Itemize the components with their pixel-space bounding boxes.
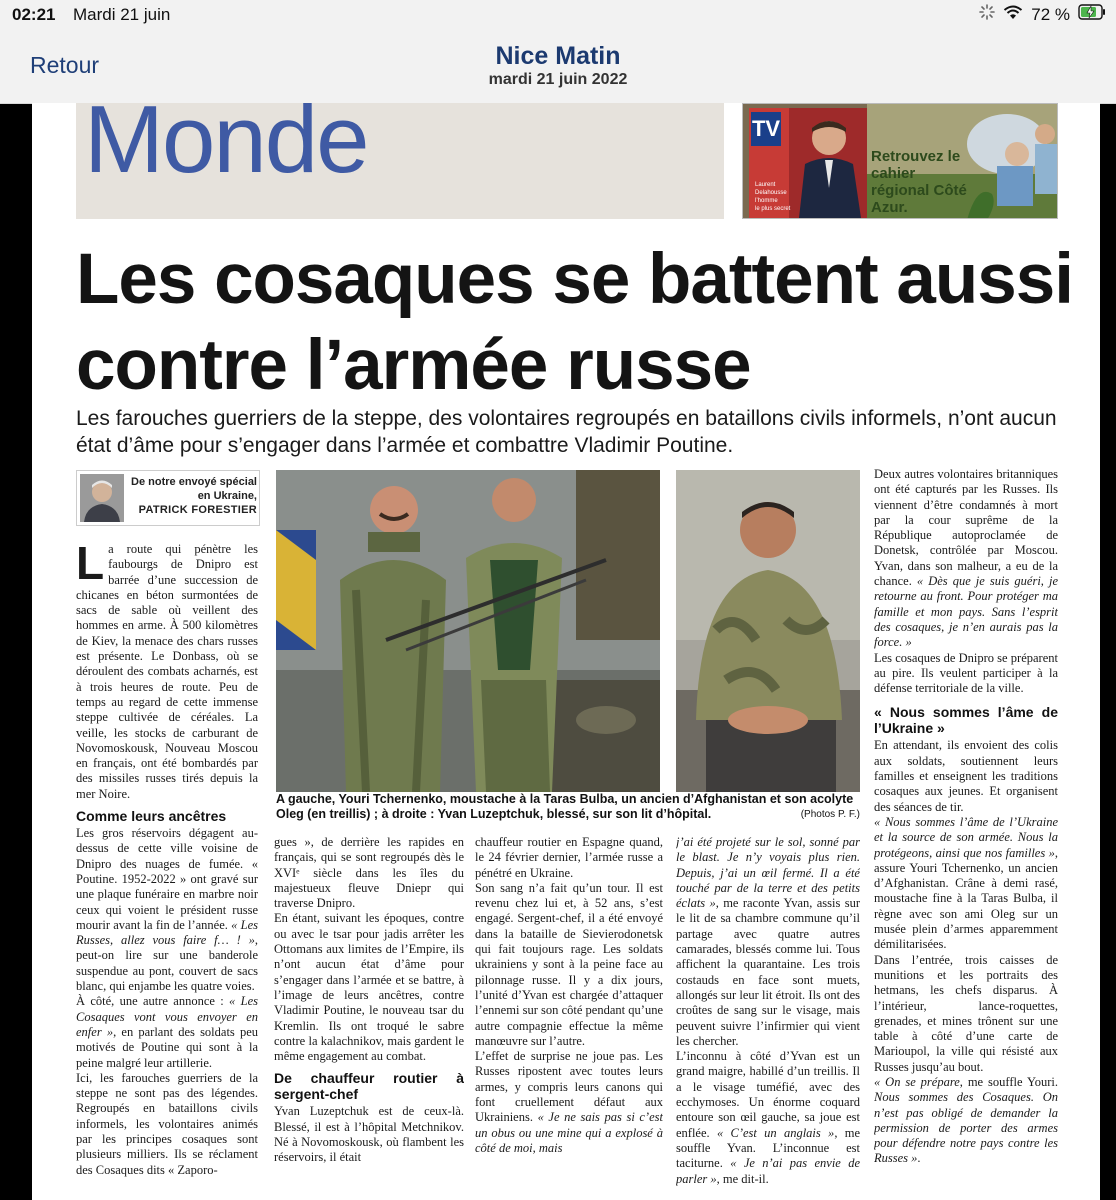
article-headline: Les cosaques se battent aussi contre l’armée russe (76, 240, 1073, 405)
paragraph (76, 542, 258, 802)
photo-cossacks-museum (276, 470, 660, 792)
paragraph: En attendant, ils envoient des colis aux soldats, soutiennent leurs familles et enseignent les traditions cosaques aux jeunes. Et organisent des séances de tir. (874, 738, 1058, 814)
byline-text (127, 475, 257, 517)
svg-text:Laurent: Laurent (755, 182, 776, 188)
paragraph (874, 1075, 1058, 1167)
article-column-4 (676, 835, 860, 1195)
subheading: « Nous sommes l’âme de l’Ukraine » (874, 704, 1058, 737)
paragraph-text: , en parlant des soldats peu motivés de Poutine qui sont à la peine malgré leur artillerie. (76, 1024, 258, 1070)
photo-caption (276, 792, 860, 822)
quote-text: « Nous sommes l’âme de l’Ukraine et la source de son armée. Nous la protégeons, ainsi que nos familles » (874, 814, 1058, 860)
photo-yvan-hospital (676, 470, 860, 792)
byline-line2: en Ukraine, (197, 490, 257, 502)
newspaper-page[interactable] (32, 103, 1100, 1200)
back-button[interactable]: Retour (30, 52, 100, 78)
paragraph: En étant, suivant les époques, contre ou avec le tsar pour jadis arrêter les Ottomans aux limites de l’Empire, ils n’ont aucun état d’âme pour s’engager dans l’armée et se battre, à l’image de leurs ancêtres, contre Vladimir Poutine, le nouveau tsar du Kremlin. Ils ont troqué le sabre contre la kalachnikov, mais gardent le même engagement au combat. (274, 911, 464, 1064)
status-bar (0, 0, 1116, 30)
article-column-1 (76, 542, 258, 1192)
paragraph (676, 835, 860, 1049)
paragraph-text: . (917, 1151, 921, 1166)
quote-text: Nous sommes des Cosaques. On n’est pas obligé de demander la permission de porter des armes pour défendre notre pays contre les Russes » (874, 1090, 1058, 1166)
paragraph-text: , peut-on lire sur une banderole suspendue au pont, couvert de sacs blanc, qui enjambe les quatre voies. (76, 933, 258, 994)
paragraph-text: L’inconnu à côté d’Yvan est un grand maigre, habillé d’un treillis. Il a le visage tuméfié, avec des ecchymoses. Un énorme coquard entoure son œil gauche, sa joue est enflée. (676, 1049, 860, 1140)
battery-percent: 72 % (1031, 4, 1070, 24)
section-header (76, 103, 724, 219)
article-column-2 (274, 835, 464, 1195)
drop-cap: L (76, 542, 105, 589)
section-title: Monde (84, 103, 368, 193)
paragraph-text: a route qui pénètre les faubourgs de Dnipro est barrée d’une succession de chicanes en béton surmontées de sacs de sable où veillent des hommes en arme. À 500 kilomètres de Kiev, la menace des chars russes est présente. Le Donbass, où se déroulent des combats acharnés, est à trois heures de route. Peu de temps au regard de cette immense steppe cultivée de céréales. La veille, les stocks de carburant de Novomoskousk, Nouveau Moscou en français, ont été bombardés par des missiles russes tirés depuis la mer Noire. (76, 542, 258, 801)
paragraph: chauffeur routier en Espagne quand, le 24 février dernier, l’armée russe a pénétré en Ukraine. (475, 835, 663, 880)
paragraph: Dans l’entrée, trois caisses de munitions et les portraits des hetmans, les chefs disparus. À l’intérieur, lance-roquettes, grenades, et mines trônent sur une table à côté d’une carte de Marioupol, la ville qui résisté aux Russes jusqu’au bout. (874, 952, 1058, 1074)
paragraph-text: , me souffle Youri. (959, 1074, 1058, 1089)
paragraph: Son sang n’a fait qu’un tour. Il est revenu chez lui et, à 52 ans, s’est engagé. Sergent-chef, il a été envoyé dans la bataille de Sievierodonetsk qui fait toujours rage. Les soldats ukrainiens y sont à la peine face au pilonnage russe. Il y a dix jours, l’unité d’Yvan est chargée d’attaquer l’ennemi sur son côté pendant qu’une autre compagnie effectue la même manœuvre sur l’autre. (475, 880, 663, 1048)
quote-text: j’ai été projeté sur le sol, sonné par le blast. Je n’y voyais plus rien. Depuis, j’ai un œil fermé. Il a été touché par de la terre et des petits éclats » (676, 835, 860, 911)
photo-credit: (Photos P. F.) (800, 809, 860, 820)
publication-title: Nice Matin (495, 42, 621, 70)
svg-text:le plus secret: le plus secret (755, 206, 791, 212)
battery-charging-icon (1078, 4, 1106, 25)
paragraph (76, 826, 258, 994)
paragraph (874, 467, 1058, 651)
promo-text: Retrouvez le cahier régional Côté Azur. (871, 148, 967, 216)
quote-text: « Les Russes, allez vous faire f… ! » (76, 917, 258, 948)
paragraph: Ici, les farouches guerriers de la steppe ne sont pas des légendes. Regroupés en bataillons civils informels, les volontaires animés par les principes cosaques sont plusieurs milliers. Ils se réclament des Cosaques dits « Zaporo- (76, 1070, 258, 1177)
status-date: Mardi 21 juin (73, 5, 171, 24)
loading-icon (979, 4, 995, 25)
paragraph: gues », de derrière les rapides en français, qui se sont regroupés dès le XVIᵉ siècle dans les îles du majestueux fleuve Dniepr qui traverse Dnipro. (274, 835, 464, 911)
paragraph-text: , me souffle Yvan. L’inconnue est taciturne. (676, 1125, 860, 1171)
article-column-3 (475, 835, 663, 1195)
author-byline (76, 470, 260, 526)
paragraph-text: L’effet de surprise ne joue pas. Les Russes ripostent avec toutes leurs armes, y compris leurs canons qui font cruellement défaut aux Ukrainiens. (475, 1049, 663, 1125)
article-column-5 (874, 467, 1058, 1195)
svg-text:Delahousse: Delahousse (755, 190, 787, 196)
quote-text: « C’est un anglais » (716, 1125, 835, 1140)
paragraph: Les cosaques de Dnipro se préparent au pire. Ils veulent participer à la défense territoriale de la ville. (874, 650, 1058, 696)
subheading: Comme leurs ancêtres (76, 808, 227, 825)
paragraph (76, 994, 258, 1070)
paragraph-text: , assure Youri Tchernenko, un ancien d’Afghanistan. Crâne à demi rasé, moustache fine à la Taras Bulba, il règne avec son ami Oleg sur un musée plein d’armes apparemment démilitarisées. (874, 845, 1058, 952)
paragraph-text: Les gros réservoirs dégagent au-dessus de cette ville voisine de Dnipro des nuages de fumée. « Poutine. 1952-2022 » ont gravé sur une plaque funéraire en marbre noir ceux qui voient le président russe mourir avant la fin de l’année. (76, 826, 258, 932)
wifi-icon (1003, 5, 1023, 25)
nav-bar (0, 30, 1116, 104)
status-time: 02:21 (12, 5, 56, 24)
byline-line1: De notre envoyé spécial (131, 476, 257, 488)
paragraph-text: Deux autres volontaires britanniques ont été capturés par les Russes. Ils viennent d’être condamnés à mort par la cour suprême de la République autoproclamée de Donetsk, contrôlée par Moscou. Yvan, dans son malheur, a eu de la chance. (874, 467, 1058, 589)
promo-banner (742, 103, 1058, 219)
paragraph (475, 1049, 663, 1156)
quote-text: « On se prépare (874, 1074, 960, 1089)
quote-text: « Les Cosaques vont vous envoyer en enfer » (76, 994, 258, 1039)
quote-text: « Je n’ai pas envie de parler » (676, 1156, 860, 1186)
tv-magazine-logo: TV (751, 112, 781, 146)
svg-text:l’homme: l’homme (755, 198, 778, 204)
paragraph: Yvan Luzeptchuk est de ceux-là. Blessé, il est à l’hôpital Metchnikov. Né à Novomoskousk, où flambent les réservoirs, il était (274, 1104, 464, 1165)
author-photo (80, 474, 124, 522)
paragraph-text: , me dit-il. (716, 1171, 769, 1186)
article-standfirst: Les farouches guerriers de la steppe, des volontaires regroupés en bataillons civils informels, n’ont aucun état d’âme pour s’engager dans l’armée et combattre Vladimir Poutine. (76, 407, 1057, 457)
quote-text: « Je ne sais pas si c’est un obus ou une mine qui a explosé à côté de moi, mais (475, 1110, 663, 1155)
paragraph-text: À côté, une autre annonce : (76, 994, 230, 1009)
publication-date: mardi 21 juin 2022 (488, 71, 628, 88)
quote-text: « Dès que je suis guéri, je retourne au front. Pour protéger ma famille et mon pays. Sans l’esprit des cosaques, je n’en aurais pas la force. » (874, 574, 1058, 650)
caption-text: A gauche, Youri Tchernenko, moustache à la Taras Bulba, un ancien d’Afghanistan et son acolyte Oleg (en treillis) ; à droite : Yvan Luzeptchuk, blessé, sur son lit d’hôpital. (276, 792, 854, 821)
status-indicators (979, 4, 1106, 25)
subheading: De chauffeur routier à sergent-chef (274, 1070, 464, 1103)
paragraph-text: , me raconte Yvan, assis sur le lit de sa chambre commune qu’il partage avec quatre autres camarades, blessés comme lui. Tous affichent la quarantaine. Les trois costauds en face sont muets, allongés sur leur lit étroit. Ils ont des croûtes de sang sur le visage, mais peuvent suivre l’infirmier qui vient les chercher. (676, 896, 860, 1048)
byline-author: PATRICK FORESTIER (138, 504, 257, 516)
paragraph (874, 815, 1058, 953)
paragraph (676, 1049, 860, 1187)
